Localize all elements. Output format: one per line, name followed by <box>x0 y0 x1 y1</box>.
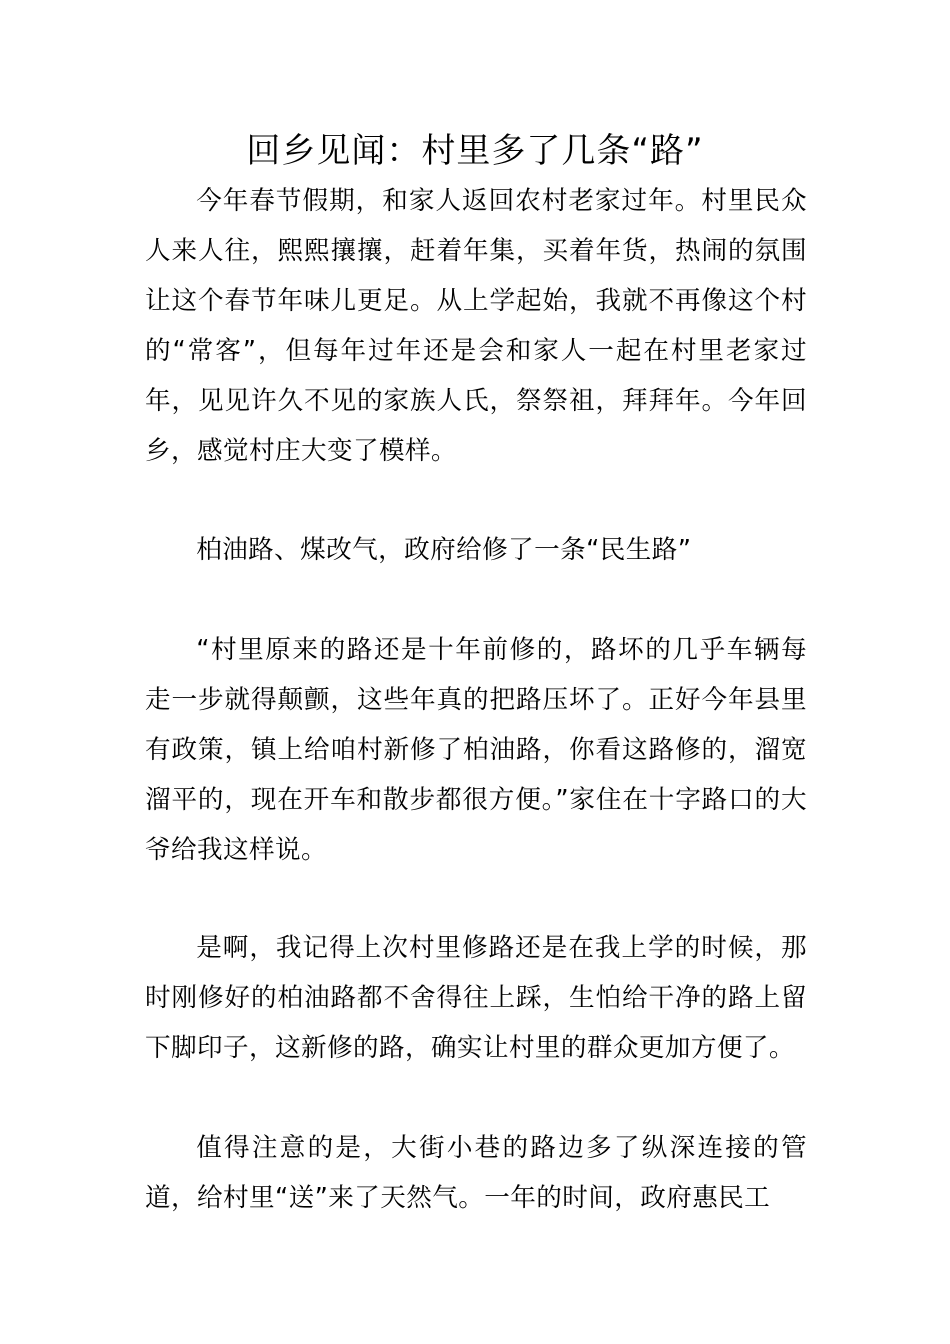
paragraph-5: 值得注意的是，大街小巷的路边多了纵深连接的管道，给村里“送”来了天然气。一年的时间，政府惠民工 <box>145 1133 807 1213</box>
paragraph-3: “村里原来的路还是十年前修的，路坏的几乎车辆每走一步就得颠颤，这些年真的把路压坏了。正好今年县里有政策，镇上给咱村新修了柏油路，你看这路修的，溜宽溜平的，现在开车和散步都很方便。”家住在十字路口的大爷给我这样说。 <box>145 635 807 865</box>
section-heading: 柏油路、煤改气，政府给修了一条“民生路” <box>196 535 692 565</box>
document-title: 回乡见闻：村里多了几条“路” <box>246 131 704 171</box>
paragraph-4: 是啊，我记得上次村里修路还是在我上学的时候，那时刚修好的柏油路都不舍得往上踩，生怕给干净的路上留下脚印子，这新修的路，确实让村里的群众更加方便了。 <box>145 933 807 1063</box>
paragraph-1: 今年春节假期，和家人返回农村老家过年。村里民众人来人往，熙熙攘攘，赶着年集，买着年货，热闹的氛围让这个春节年味儿更足。从上学起始，我就不再像这个村的“常客”，但每年过年还是会和家人一起在村里老家过年，见见许久不见的家族人氏，祭祭祖，拜拜年。今年回乡，感觉村庄大变了模样。 <box>145 186 807 466</box>
